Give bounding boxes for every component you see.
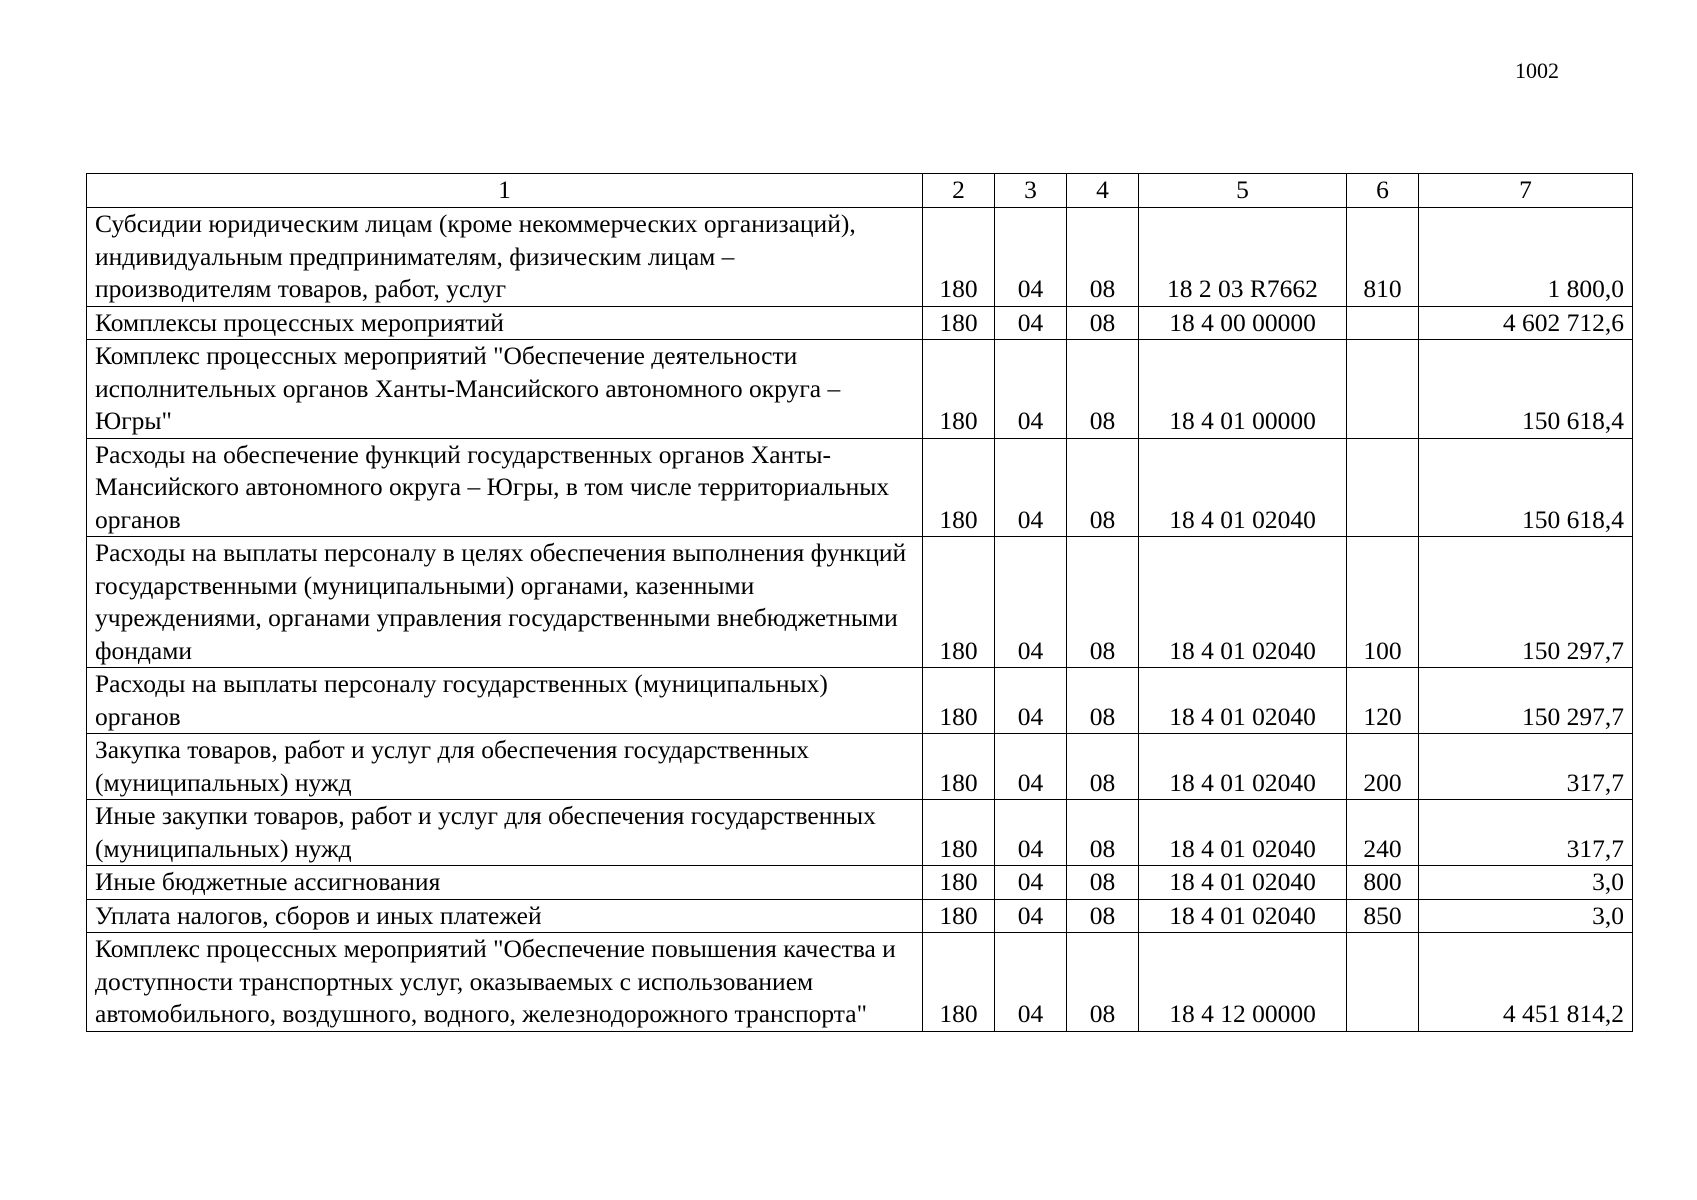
table-row [87, 208, 1633, 307]
row-subsection-code: 08 [1067, 537, 1139, 668]
row-subsection-code: 08 [1067, 668, 1139, 734]
column-header: 2 [923, 174, 995, 208]
table-row [87, 866, 1633, 900]
row-amount: 150 297,7 [1419, 668, 1633, 734]
row-subsection-code: 08 [1067, 866, 1139, 900]
row-subsection-code: 08 [1067, 933, 1139, 1032]
row-target-article: 18 4 01 02040 [1139, 899, 1347, 933]
row-section-code: 04 [995, 800, 1067, 866]
page-number: 1002 [1515, 58, 1559, 83]
table-row [87, 340, 1633, 439]
row-expense-type: 850 [1347, 899, 1419, 933]
budget-table [86, 173, 1633, 1032]
row-expense-type: 200 [1347, 734, 1419, 800]
row-ministry-code: 180 [923, 537, 995, 668]
column-header: 7 [1419, 174, 1633, 208]
row-target-article: 18 4 01 02040 [1139, 438, 1347, 537]
row-target-article: 18 4 01 02040 [1139, 866, 1347, 900]
row-name: Закупка товаров, работ и услуг для обеспечения государственных (муниципальных) нужд [87, 734, 923, 800]
row-section-code: 04 [995, 208, 1067, 307]
column-header: 5 [1139, 174, 1347, 208]
row-subsection-code: 08 [1067, 306, 1139, 340]
table-row [87, 537, 1633, 668]
row-section-code: 04 [995, 306, 1067, 340]
row-target-article: 18 4 01 02040 [1139, 734, 1347, 800]
row-section-code: 04 [995, 734, 1067, 800]
row-section-code: 04 [995, 866, 1067, 900]
row-expense-type: 100 [1347, 537, 1419, 668]
row-ministry-code: 180 [923, 800, 995, 866]
row-name: Субсидии юридическим лицам (кроме некоммерческих организаций), индивидуальным предпринимателям, физическим лицам – производителям товаров, работ, услуг [87, 208, 923, 307]
table-row [87, 899, 1633, 933]
row-name: Уплата налогов, сборов и иных платежей [87, 899, 923, 933]
row-expense-type: 800 [1347, 866, 1419, 900]
row-expense-type: 120 [1347, 668, 1419, 734]
row-subsection-code: 08 [1067, 438, 1139, 537]
row-name: Расходы на выплаты персоналу государственных (муниципальных) органов [87, 668, 923, 734]
row-ministry-code: 180 [923, 306, 995, 340]
row-target-article: 18 4 01 02040 [1139, 800, 1347, 866]
row-amount: 317,7 [1419, 734, 1633, 800]
row-amount: 4 602 712,6 [1419, 306, 1633, 340]
row-target-article: 18 4 01 02040 [1139, 537, 1347, 668]
row-section-code: 04 [995, 668, 1067, 734]
row-subsection-code: 08 [1067, 734, 1139, 800]
row-expense-type [1347, 340, 1419, 439]
row-ministry-code: 180 [923, 899, 995, 933]
row-subsection-code: 08 [1067, 800, 1139, 866]
row-amount: 3,0 [1419, 866, 1633, 900]
row-expense-type: 810 [1347, 208, 1419, 307]
table-row [87, 438, 1633, 537]
row-name: Комплекс процессных мероприятий "Обеспечение повышения качества и доступности транспортных услуг, оказываемых с использованием автомобильного, воздушного, водного, железнодорожного транспорта" [87, 933, 923, 1032]
row-amount: 317,7 [1419, 800, 1633, 866]
row-amount: 3,0 [1419, 899, 1633, 933]
row-amount: 4 451 814,2 [1419, 933, 1633, 1032]
row-ministry-code: 180 [923, 734, 995, 800]
row-amount: 150 618,4 [1419, 438, 1633, 537]
column-header: 6 [1347, 174, 1419, 208]
row-ministry-code: 180 [923, 668, 995, 734]
row-subsection-code: 08 [1067, 899, 1139, 933]
row-ministry-code: 180 [923, 933, 995, 1032]
table-row [87, 734, 1633, 800]
row-ministry-code: 180 [923, 866, 995, 900]
row-target-article: 18 2 03 R7662 [1139, 208, 1347, 307]
row-expense-type [1347, 933, 1419, 1032]
row-subsection-code: 08 [1067, 208, 1139, 307]
row-amount: 1 800,0 [1419, 208, 1633, 307]
row-name: Комплексы процессных мероприятий [87, 306, 923, 340]
row-target-article: 18 4 12 00000 [1139, 933, 1347, 1032]
row-expense-type [1347, 306, 1419, 340]
row-section-code: 04 [995, 438, 1067, 537]
row-name: Расходы на обеспечение функций государственных органов Ханты-Мансийского автономного округа – Югры, в том числе территориальных органов [87, 438, 923, 537]
row-name: Иные бюджетные ассигнования [87, 866, 923, 900]
row-section-code: 04 [995, 933, 1067, 1032]
row-section-code: 04 [995, 340, 1067, 439]
row-ministry-code: 180 [923, 340, 995, 439]
row-section-code: 04 [995, 899, 1067, 933]
row-name: Иные закупки товаров, работ и услуг для обеспечения государственных (муниципальных) нужд [87, 800, 923, 866]
row-ministry-code: 180 [923, 438, 995, 537]
column-header: 1 [87, 174, 923, 208]
row-amount: 150 618,4 [1419, 340, 1633, 439]
column-header: 4 [1067, 174, 1139, 208]
header-row [87, 174, 1633, 208]
column-header: 3 [995, 174, 1067, 208]
row-ministry-code: 180 [923, 208, 995, 307]
table-row [87, 933, 1633, 1032]
table-row [87, 800, 1633, 866]
row-target-article: 18 4 00 00000 [1139, 306, 1347, 340]
row-section-code: 04 [995, 537, 1067, 668]
row-name: Комплекс процессных мероприятий "Обеспечение деятельности исполнительных органов Ханты-Мансийского автономного округа – Югры" [87, 340, 923, 439]
row-expense-type [1347, 438, 1419, 537]
row-subsection-code: 08 [1067, 340, 1139, 439]
table-row [87, 306, 1633, 340]
table-row [87, 668, 1633, 734]
row-target-article: 18 4 01 02040 [1139, 668, 1347, 734]
row-target-article: 18 4 01 00000 [1139, 340, 1347, 439]
row-expense-type: 240 [1347, 800, 1419, 866]
row-name: Расходы на выплаты персоналу в целях обеспечения выполнения функций государственными (муниципальными) органами, казенными учреждениями, органами управления государственными внебюджетными фондами [87, 537, 923, 668]
row-amount: 150 297,7 [1419, 537, 1633, 668]
